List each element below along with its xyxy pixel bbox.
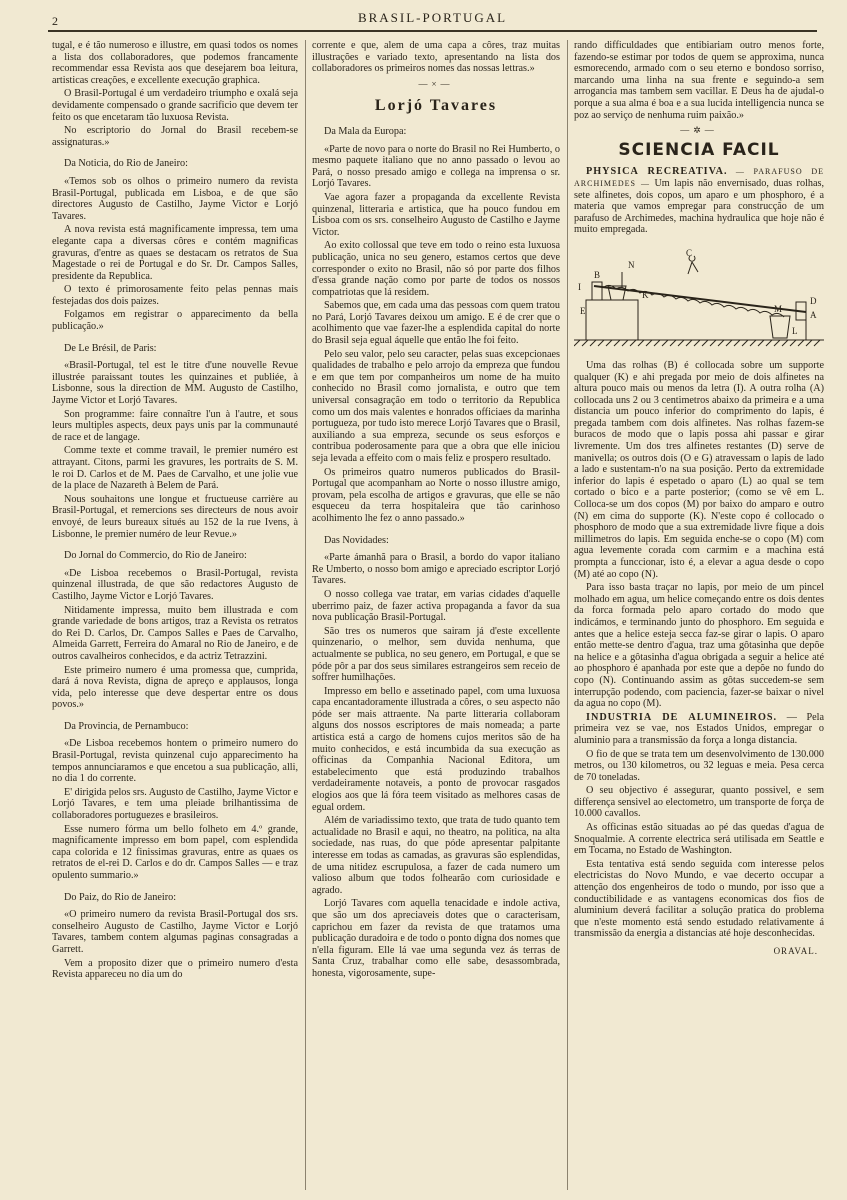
- fig-label-i: I: [578, 281, 581, 292]
- source-heading: Da Provincia, de Pernambuco:: [64, 720, 189, 732]
- helix-line: [604, 285, 784, 317]
- paragraph: São tres os numeros que sairam já d'este excellente quinzenario, o melhor, sem duvida nenhuma, que actualmente se publica, no seu genero, em Portugal, e que se póde pôr a par dos seus similares estrangeiros sem receio de soffrer humilhações.: [312, 625, 560, 684]
- paragraph: Impresso em bello e assetinado papel, com uma luxuosa capa encantadoramente illustrada a côres, o seu aspecto não póde ser mais attraente. Na parte litteraria collaboram alguns dos nossos escriptores de mais nomeada; a parte artistica está a cargo de homens cujos meritos são de ha muito conhecidos, e está incumbida da sua execução as officinas da Companhia Nacional Editora, um estabelecimento que está produzindo trabalhos verdadeiramente notaveis, a ponto de provocar rasgados elogios aos que lá fóra teem visitado as melhores casas de egual ordem.: [312, 685, 560, 813]
- paragraph: Ao exito collossal que teve em todo o reino esta luxuosa publicação, unica no seu genero, estamos certos que deve corresponder o exito no Brasil, não só por parte dos filhos d'essa grande nação como por parte de todos os nossos compatriotas que lá residem.: [312, 240, 560, 298]
- subsection-title: INDUSTRIA DE ALUMINEIROS.: [586, 711, 778, 723]
- support-block: [586, 300, 638, 340]
- source-heading: Do Paiz, do Rio de Janeiro:: [64, 891, 177, 903]
- fig-label-b: B: [594, 269, 601, 280]
- fig-label-e: E: [580, 305, 586, 316]
- paragraph: E' dirigida pelos srs. Augusto de Castilho, Jayme Victor e Lorjó Tavares, e tem uma pleiade brilhantissima de collaboradores portuguezes e brasileiros.: [52, 786, 298, 822]
- paragraph: «De Lisboa recebemos o Brasil-Portugal, revista quinzenal illustrada, de que são redactores Augusto de Castilho, Jayme Victor e Lorjó Tavares.: [52, 567, 298, 602]
- paragraph: rando difficuldades que entibiariam outro menos forte, fazendo-se estimar por todos de quem se approxima, nunca esmorecendo, armado com o seu eterno e bondoso sorriso, marcando uma linha na sua frente e seguindo-a sem arrogancia mas tambem sem vacillar. E Deus ha de ajudal-o porque a sua alma é boa e a sua lucida intelligencia nunca se poz ao serviço de nenhuma ruim paixão.»: [574, 40, 824, 121]
- column-divider: [305, 40, 306, 1190]
- paragraph: A nova revista está magnificamente impressa, tem uma elegante capa a diversas côres e contém magnificas gravuras, d'entre as quaes se destacam os retratos de Sua Magestade o rei de Portugal e do Sr. Dr. Campos Salles, presidente da Republica.: [52, 224, 298, 282]
- column-divider: [567, 40, 568, 1190]
- paragraph: «De Lisboa recebemos hontem o primeiro numero do Brasil-Portugal, revista quinzenal cujo apparecimento ha tempos annunciaramos e que encetou a sua publicação, alli, no dia 1 do corrente.: [52, 738, 298, 785]
- section-heading: Lorjó Tavares: [374, 97, 498, 115]
- source-heading: Das Novidades:: [324, 534, 389, 546]
- paragraph: Um lapis não envernisado, duas rolhas, sete alfinetes, dois copos, um aparo e um phosphoro, é a materia que vamos empregar para construcção de um parafuso de Archimedes, machina hydraulica que hoje não é muito empregada.: [574, 177, 824, 236]
- paragraph: O texto é primorosamente feito pelas pennas mais festejadas dos dois paizes.: [52, 284, 298, 307]
- paragraph: O seu objectivo é assegurar, quanto possivel, e sem differença sensivel ao electometro, um transporte de força de 10.000 cavallos.: [574, 785, 824, 820]
- column-left: [52, 40, 298, 1192]
- paragraph: Além de variadissimo texto, que trata de tudo quanto tem actualidade no Brasil e aqui, no theatro, na politica, na alta sociedade, nas ruas, do que póde apresentar palpitante interesse em todas as camadas, as gravuras são esplendidas, de uma nitidez escrupulosa, a fazer de cada numero um valioso album que todos folhearão com curiosidade e agrado.: [312, 815, 560, 896]
- ornament-separator: —✲—: [680, 125, 718, 136]
- section-heading: SCIENCIA FACIL: [618, 139, 780, 160]
- paragraph: O fio de que se trata tem um desenvolvimento de 130.000 metros, ou 130 kilometros, ou 32 leguas e meia. Pesa cerca de 70 toneladas.: [574, 748, 824, 783]
- cup-m: [770, 316, 790, 338]
- paragraph: Comme texte et comme travail, le premier numéro est attrayant. Citons, parmi les gravures, les portraits de S. M. le roi D. Carlos et de M. Paes de Carvalho, et une jolie vue de la place de Nazareth à Belem de Pará.: [52, 445, 298, 492]
- paragraph: Lorjó Tavares com aquella tenacidade e indole activa, que são um dos apreciaveis dotes que o caracterisam, caprichou em fazer da revista de que tratamos uma publicação duradoira e de todo o ponto digna dos nomes que n'ella figuram. Elle lá vae uma segunda vez ás terras de Santa Cruz, trabalhar como elle sabe, desassombrada, honesta, vigorosamente, supe-: [312, 898, 560, 979]
- fig-label-d: D: [810, 295, 817, 306]
- paragraph: corrente e que, alem de uma capa a côres, traz muitas illustrações e variado texto, apresentando na lista dos collaboradores os primeiros nomes das nossas lettras.»: [312, 40, 560, 75]
- paragraph: Son programme: faire connaître l'un à l'autre, et sous leurs multiples aspects, deux pays unis par la communauté de race et de langage.: [52, 408, 298, 443]
- paragraph: Pelo seu valor, pelo seu caracter, pelas suas excepcionaes qualidades de trabalho e pelo arrojo da empreza que fundou e em que tem por companheiros um nome de ha muito conhecido no Brasil como jornalista, e outro que tem universal consagração em todo o territorio da Republica como um dos mais valentes e honrados officiaes da marinha portugueza, por tudo isto merece Lorjó Tavares que o Brasil, auxiliando a sua empreza, secunde os seus esforços e contribua poderosamente para que a obra que elle iniciou seja levada a effeito com o mais feliz e prospero resultado.: [312, 348, 560, 464]
- paragraph: «Parte ámanhã para o Brasil, a bordo do vapor italiano Re Umberto, o nosso bom amigo e apreciado escriptor Lorjó Tavares.: [312, 552, 560, 587]
- fig-label-k: K: [642, 289, 649, 300]
- paragraph: Esta tentativa está sendo seguida com interesse pelos electricistas do Novo Mundo, e vae decerto occupar a attenção dos engenheiros de todo o mundo, por isso que a conductibilidade e as vantagens economicas dos fios de aluminium deverá facilitar a solução pratica do problema que n'este momento está sendo estudado relativamente á transmissão da energia a distancias até hoje desconhecidas.: [574, 858, 824, 940]
- paragraph: Nous souhaitons une longue et fructueuse carrière au Brasil-Portugal, et remercions ses directeurs de nous avoir envoyé, de leurs bureaux situés au 152 de la rue Ivens, à Lisbonne, le premier numéro de leur Revue.»: [52, 493, 298, 540]
- paragraph: Vem a proposito dizer que o primeiro numero d'esta Revista appareceu no dia um do: [52, 957, 298, 981]
- page-number: 2: [52, 14, 58, 28]
- paragraph: Sabemos que, em cada uma das pessoas com quem tratou no Pará, Lorjó Tavares deixou um amigo. E é de crer que o acolhimento que vae fazer-lhe a esplendida capital do norte do Brasil seja egual áquelle que então lhe foi feito.: [312, 300, 560, 347]
- paragraph: «Brasil-Portugal, tel est le titre d'une nouvelle Revue illustrée paraissant toutes les quinzaines et publiée, à Lisbonne, sous la direction de MM. Augusto de Castilho, Jayme Victor et Lorjó Tavares.: [52, 360, 298, 407]
- author-signature: ORAVAL.: [773, 946, 818, 956]
- source-heading: De Le Brésil, de Paris:: [64, 342, 157, 354]
- page-header: [48, 6, 817, 32]
- source-heading: Do Jornal do Commercio, do Rio de Janeiro:: [64, 550, 247, 562]
- paragraph: O Brasil-Portugal é um verdadeiro triumpho e oxalá seja devidamente compensado o grande sacrificio que devem ter feito os que encetaram tão luxuosa Revista.: [52, 88, 298, 123]
- paragraph: Uma das rolhas (B) é collocada sobre um supporte qualquer (K) e ahi pregada por meio de dois alfinetes na altura pouco mais ou menos da letra (I). A outra rolha (A) collocada uns 2 ou 3 centimetros abaixo da primeira e a uma distancia um pouco inferior do comprimento do lapis, é pregada tambem com dois alfinetes. Nas rolhas fazem-se buracos de modo que o lapis possa ahi passar e girar livremente. Um dos tres alfinetes restantes (D) serve de manivella; os outros dois (O e G) atravessam o lapis de lado a lado e sustentam-n'o na sua posição. Perto da extremidade inferior do lapis é espetado o aparo (L) ao qual se tem cortado o bico e a parte posterior; (como se vê em L. Colloca-se um dos copos (M) por baixo do amparo e outro (N) em cima do supporte (K). N'este copo é collocado o phosphoro de modo que a sua extremidade livre fique a dois millimetros do lapis. Em seguida enche-se o copo (M) com agua levemente corada com carmim e a machina está prompta a funccionar, isto é, a elevar a agua desde o copo (M) até ao copo (N).: [574, 359, 824, 580]
- paragraph: — Pela primeira vez se vae, nos Estados Unidos, empregar o aluminio para a transmissão da força a longa distancia.: [574, 711, 824, 746]
- paragraph: Os primeiros quatro numeros publicados do Brasil-Portugal que acompanham ao Norte o nosso illustre amigo, provam, pela escolha de artigos e gravuras, que elle se não esqueceu da terra hospitaleira que tão carinhoso acolhimento lhe fez o anno passado.»: [312, 466, 560, 524]
- fig-label-c: C: [686, 247, 693, 258]
- paragraph: As officinas estão situadas ao pé das quedas d'agua de Snoqualmie. A corrente electrica será utilisada em Seattle e em Tocama, no Estado de Washington.: [574, 822, 824, 857]
- paragraph: Este primeiro numero é uma promessa que, cumprida, dará á nova Revista, digna de apreço e applausos, longa vida, pelo interesse que deve despertar entre os dous povos.»: [52, 664, 298, 711]
- figure-svg: [574, 242, 824, 352]
- subsection-tag: — PARAFUSO DE ARCHIMEDES —: [574, 167, 824, 188]
- paragraph: Vae agora fazer a propaganda da excellente Revista quinzenal, litteraria e artistica, que ha pouco fundou em Lisboa com os srs. conselheiro Augusto de Castilho e Jayme Victor.: [312, 191, 560, 238]
- cork-b: [592, 282, 602, 300]
- paragraph: Para isso basta traçar no lapis, por meio de um pincel molhado em agua, um helice começando entre os dois dentes da forca formada pelo aparo cortado do modo que indicámos, e terminando junto do phosphoro. Em seguida e antes que a helice esteja secca faz-se girar o lapis. O aparo então mette-se dentro d'agua, traz uma gôtasinha que depõe na helice e a gôtasinha d'agua obrigada a seguir a helice até ao phosphoro é apanhada por este que a depõe no fundo do copo (N). Continuando assim as gôtas succedem-se sem interrupção podendo, com paciencia, fazer-se baixar o nivel da agua no copo (M).: [574, 582, 824, 710]
- ground-hatching: [574, 340, 820, 346]
- paragraph: Nitidamente impressa, muito bem illustrada e com grande variedade de bons artigos, traz a Revista os retratos do Rei D. Carlos, Dr. Campos Salles e Paes de Carvalho, Almeida Garrett, Ferreira do Amaral no Rio de Janeiro, e de outros cavalheiros conhecidos, e da actriz Tetrazzini.: [52, 604, 298, 662]
- fig-label-m: M: [774, 303, 783, 314]
- paragraph: Esse numero fórma um bello folheto em 4.º grande, magnificamente impresso em bom papel, com esplendida capa colorida e 12 finissimas gravuras, entre as quaes os retratos de el-rei D. Carlos e do dr. Campos Salles — e traz opulento summario.»: [52, 823, 298, 881]
- archimedes-screw-figure: [574, 242, 824, 352]
- source-heading: Da Mala da Europa:: [324, 125, 407, 137]
- paragraph: tugal, e é tão numeroso e illustre, em quasi todos os nomes a lista dos collaboradores, que podemos francamente recommendar essa Revista aos que desejarem boa leitura, artisticas creações, e excellente execução graphica.: [52, 40, 298, 86]
- paragraph: Folgamos em registrar o apparecimento da bella publicação.»: [52, 309, 298, 333]
- subsection-title: PHYSICA RECREATIVA.: [586, 166, 728, 178]
- fig-label-l: L: [792, 325, 798, 336]
- paragraph: «Parte de novo para o norte do Brasil no Rei Humberto, o mesmo paquete italiano que no anno passado o levou ao Pará, o nosso presado amigo e collega na imprensa o sr. Lorjó Tavares.: [312, 143, 560, 190]
- paragraph: «O primeiro numero da revista Brasil-Portugal dos srs. conselheiro Augusto de Castilho, Jayme Victor e Lorjó Tavares, tambem contem algumas paginas consagradas a Garrett.: [52, 909, 298, 955]
- fig-label-a: A: [810, 309, 817, 320]
- column-right: [574, 40, 824, 1192]
- paragraph: No escriptorio do Jornal do Brasil recebem-se assignaturas.»: [52, 125, 298, 148]
- ornament-separator: —×—: [418, 78, 454, 89]
- paragraph: «Temos sob os olhos o primeiro numero da revista Brasil-Portugal, publicada em Lisboa, e de que são directores Augusto de Castilho, Jayme Victor e Lorjó Tavares.: [52, 175, 298, 222]
- running-title: BRASIL-PORTUGAL: [357, 10, 508, 25]
- source-heading: Da Noticia, do Rio de Janeiro:: [64, 158, 188, 170]
- paragraph: O nosso collega vae tratar, em varias cidades d'aquelle uberrimo paiz, de fazer activa propaganda a favor da sua nova publicação Brasil-Portugal.: [312, 588, 560, 624]
- fig-label-n: N: [628, 259, 635, 270]
- column-middle: [312, 40, 560, 1192]
- crank-handle: [688, 256, 698, 274]
